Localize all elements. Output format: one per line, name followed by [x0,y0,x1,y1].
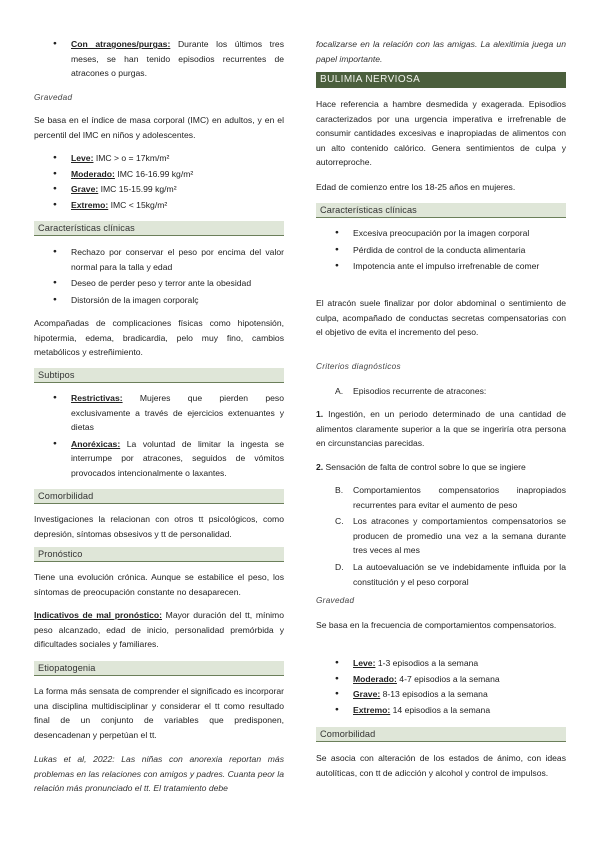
gravedad-subheading: Gravedad [316,596,355,605]
gravedad-text: Se basa en el índice de masa corporal (IMC) en adultos, y en el percentil del IMC en niños y adolescentes. [34,115,284,140]
criterio-b: B. Comportamientos compensatorios inapropiados recurrentes para evitar el aumento de peso [335,485,566,510]
list-item: ● Moderado: IMC 16-16.99 kg/m² [53,167,284,182]
acompanadas-text: Acompañadas de complicaciones físicas como hipotensión, hipotermia, edema, bradicardia, pelo muy fino, cambios metabólicos y estreñimiento. [34,318,284,358]
caracteristicas-list [316,226,566,274]
list-item: ● Leve: 1-3 episodios a la semana [335,656,566,671]
list-item: ● Impotencia ante el impulso irrefrenable de comer [335,259,566,274]
comorbilidad-heading: Comorbilidad [34,489,284,504]
list-item: ● Leve: IMC > o = 17km/m² [53,151,284,166]
pronostico-heading: Pronóstico [34,547,284,562]
subtipos-heading: Subtipos [34,368,284,383]
top-bullet-list [34,37,284,81]
list-item: ● Grave: IMC 15-15.99 kg/m² [53,182,284,197]
gravedad-text: Se basa en la frecuencia de comportamientos compensatorios. [316,620,557,630]
criterios-subheading: Criterios diagnósticos [316,362,401,371]
list-item: ● Grave: 8-13 episodios a la semana [335,687,566,702]
criterio-c: C. Los atracones y comportamientos compensatorios se producen de promedio una vez a la semana durante tres veces al mes [335,516,566,556]
indicativos-text: Indicativos de mal pronóstico: Mayor duración del tt, mínimo peso alcanzado, edad de inicio, personalidad premórbida y dificultades sociales y familiares. [34,610,284,650]
comorbilidad-text: Se asocia con alteración de los estados de ánimo, con ideas autolíticas, con tt de adicción y alcohol y control de impulsos. [316,753,566,778]
list-item: ● Anoréxicas: La voluntad de limitar la ingesta se interrumpe por atracones, seguidos de vómitos provocados intencionalmente o laxantes. [53,437,284,481]
criterio-2-text: 2. Sensación de falta de control sobre lo que se ingiere [316,462,526,472]
list-item: ● Moderado: 4-7 episodios a la semana [335,672,566,687]
gravedad-list [316,656,566,717]
criterio-d: D. La autoevaluación se ve indebidamente influida por la constitución y el peso corporal [335,561,566,587]
lukas-text: Lukas et al, 2022: Las niñas con anorexia reportan más problemas en las relaciones con amigos y padres. Cuanta peor la relación más pronunciado el tt. El tratamiento debe [34,754,284,794]
gravedad-subheading: Gravedad [34,93,73,102]
caracteristicas-list [34,245,284,307]
subtipos-list [34,391,284,481]
bulimia-heading: BULIMIA NERVIOSA [316,72,566,88]
list-item: ● Extremo: IMC < 15kg/m² [53,198,284,213]
list-item: ● Pérdida de control de la conducta alimentaria [335,243,566,258]
list-item: ● Excesiva preocupación por la imagen corporal [335,226,566,241]
criterio-1-text: 1. Ingestión, en un periodo determinado de una cantidad de alimentos claramente superior a la que se ingeriría otra persona en circunstancias parecidas. [316,409,566,449]
criterios-bcd-list [316,483,566,589]
bulimia-text: Hace referencia a hambre desmedida y exagerada. Episodios caracterizados por una urgencia imperativa e irrefrenable de consumir cantidades excesivas e inapropiadas de alimentos con un alto contenido calórico. Genera sentimientos de culpa y autorreproche. [316,99,566,168]
list-item: ● Distorsión de la imagen corporalç [53,293,284,308]
comorbilidad-heading: Comorbilidad [316,727,566,742]
comorbilidad-text: Investigaciones la relacionan con otros tt psicológicos, como depresión, síntomas obsesivos y tt de personalidad. [34,514,284,539]
pronostico-text: Tiene una evolución crónica. Aunque se estabilice el peso, los síntomas de preocupación constante no desaparecen. [34,572,284,597]
list-item: ● Restrictivas: Mujeres que pierden peso exclusivamente a través de ejercicios extenuantes y dietas [53,391,284,435]
list-item: ● Extremo: 14 episodios a la semana [335,703,566,718]
criterio-a: A. Episodios recurrente de atracones: [335,386,487,396]
caracteristicas-heading: Características clínicas [316,203,566,218]
atracon-text: El atracón suele finalizar por dolor abdominal o sentimiento de culpa, acompañado de conductas secretas compensatorias con el objetivo de evita el incremento del peso. [316,298,566,338]
lukas-continuation: focalizarse en la relación con las amigas. La alexitimia juega un papel importante. [316,39,566,64]
criterio-a-list [316,384,566,399]
list-item: ● Rechazo por conservar el peso por encima del valor normal para la talla y edad [53,245,284,274]
caracteristicas-heading: Características clínicas [34,221,284,236]
list-item: ● Deseo de perder peso y terror ante la obesidad [53,276,284,291]
list-item: ● Con atragones/purgas: Durante los últimos tres meses, se han tenido episodios recurrentes de atracones o purgas. [53,37,284,81]
gravedad-list [34,151,284,212]
etiopatogenia-heading: Etiopatogenia [34,661,284,676]
edad-text: Edad de comienzo entre los 18-25 años en mujeres. [316,182,516,192]
etiopatogenia-text: La forma más sensata de comprender el significado es incorporar una disciplina multidisciplinar y considerar el tt como resultado final de un conjunto de variables que predisponen, desencadenan y perpetúan el tt. [34,686,284,740]
